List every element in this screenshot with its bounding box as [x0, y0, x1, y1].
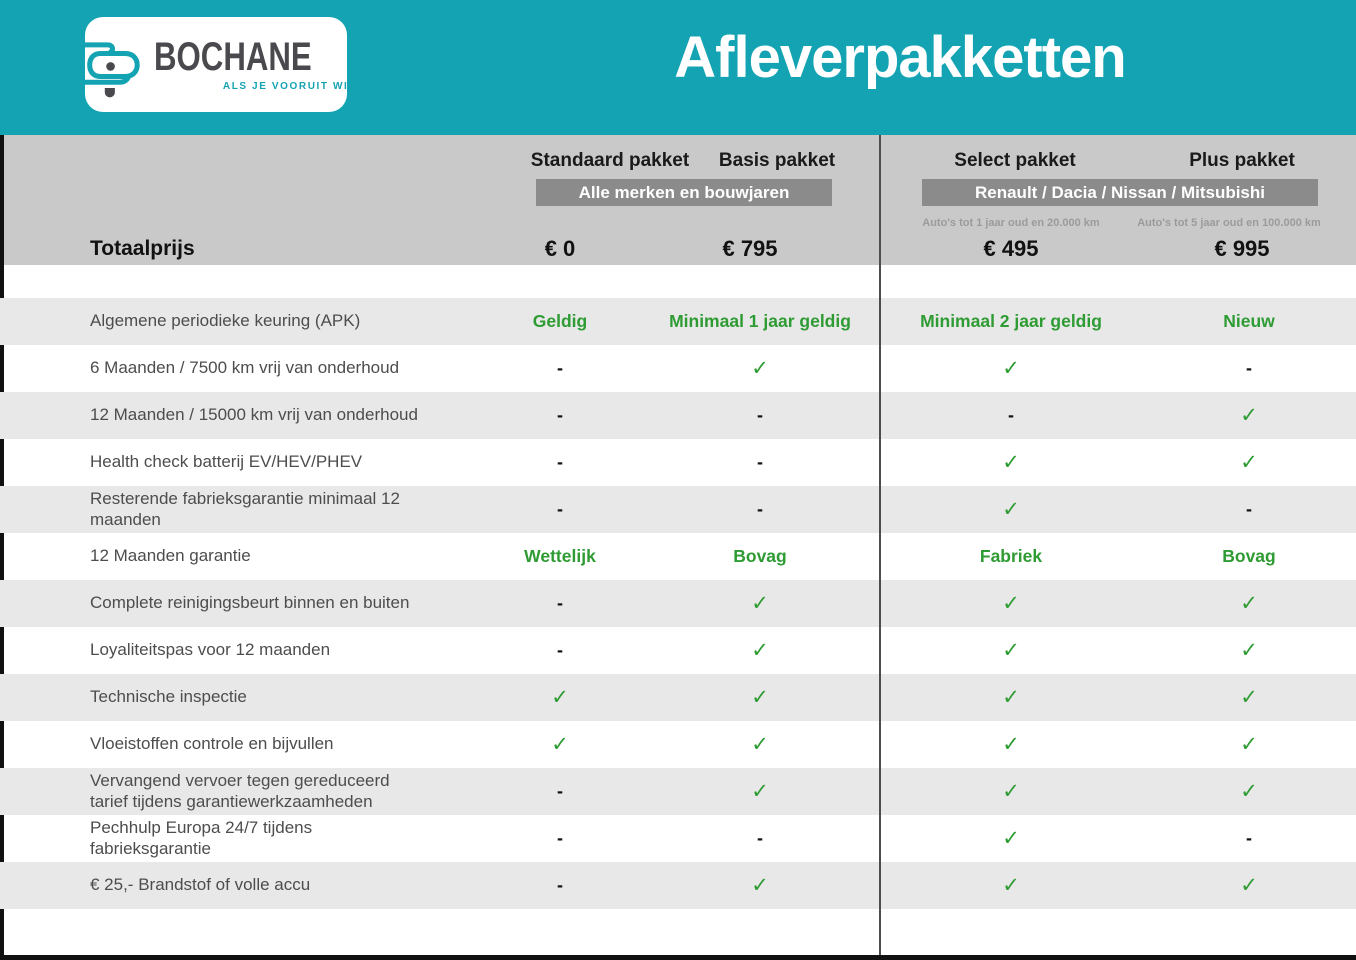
age-mileage-note-select: Auto's tot 1 jaar oud en 20.000 km [922, 217, 1100, 229]
check-icon: ✓ [1002, 639, 1020, 662]
feature-value: Minimaal 1 jaar geldig [669, 311, 851, 331]
table-row [0, 486, 1356, 533]
check-icon: ✓ [751, 733, 769, 756]
check-icon: ✓ [1240, 451, 1258, 474]
check-icon: ✓ [1002, 780, 1020, 803]
feature-label: 6 Maanden / 7500 km vrij van onderhoud [90, 358, 400, 378]
check-icon: ✓ [1240, 874, 1258, 897]
not-included-dash: - [1246, 358, 1252, 378]
check-icon: ✓ [551, 733, 569, 756]
not-included-dash: - [557, 593, 563, 613]
table-row [0, 345, 1356, 392]
check-icon: ✓ [1240, 686, 1258, 709]
total-price-plus: € 995 [1214, 236, 1270, 261]
brand-group-badge-renault: Renault / Dacia / Nissan / Mitsubishi [922, 179, 1318, 206]
table-row [0, 580, 1356, 627]
not-included-dash: - [557, 781, 563, 801]
not-included-dash: - [757, 405, 763, 425]
table-row [0, 533, 1356, 580]
table-row [0, 298, 1356, 345]
brand-text [154, 37, 356, 92]
feature-label: Health check batterij EV/HEV/PHEV [90, 452, 363, 472]
feature-label: Vloeistoffen controle en bijvullen [90, 734, 334, 754]
not-included-dash: - [757, 452, 763, 472]
table-row [0, 862, 1356, 909]
check-icon: ✓ [1240, 592, 1258, 615]
check-icon: ✓ [751, 780, 769, 803]
package-name-select: Select pakket [954, 150, 1076, 171]
left-border [0, 135, 4, 960]
feature-value: Minimaal 2 jaar geldig [920, 311, 1102, 331]
package-name-plus: Plus pakket [1189, 150, 1295, 171]
not-included-dash: - [557, 828, 563, 848]
check-icon: ✓ [1240, 639, 1258, 662]
page-title: Afleverpakketten [674, 25, 1126, 90]
check-icon: ✓ [1002, 686, 1020, 709]
feature-label: 12 Maanden garantie [90, 546, 251, 566]
not-included-dash: - [1246, 499, 1252, 519]
not-included-dash: - [557, 640, 563, 660]
brand-logo [85, 17, 357, 112]
check-icon: ✓ [1002, 451, 1020, 474]
brand-group-badge-all: Alle merken en bouwjaren [536, 179, 832, 206]
check-icon: ✓ [1002, 357, 1020, 380]
feature-label: Resterende fabrieksgarantie minimaal 12 maanden [90, 489, 400, 529]
table-row [0, 674, 1356, 721]
header-banner [0, 0, 1356, 135]
table-row [0, 392, 1356, 439]
not-included-dash: - [757, 828, 763, 848]
total-price-basis: € 795 [722, 236, 778, 261]
car-icon [76, 29, 148, 101]
feature-value: Nieuw [1223, 311, 1275, 331]
not-included-dash: - [1246, 828, 1252, 848]
not-included-dash: - [557, 358, 563, 378]
check-icon: ✓ [1002, 592, 1020, 615]
check-icon: ✓ [551, 686, 569, 709]
feature-value: Fabriek [979, 546, 1043, 566]
check-icon: ✓ [751, 639, 769, 662]
check-icon: ✓ [1002, 498, 1020, 521]
feature-label: Technische inspectie [90, 687, 247, 707]
table-row [0, 721, 1356, 768]
feature-label: Pechhulp Europa 24/7 tijdens fabrieksgarantie [90, 818, 313, 858]
feature-value: Bovag [733, 546, 787, 566]
feature-value: Wettelijk [524, 546, 596, 566]
check-icon: ✓ [751, 592, 769, 615]
check-icon: ✓ [751, 357, 769, 380]
feature-label: Algemene periodieke keuring (APK) [90, 311, 361, 331]
total-price-select: € 495 [983, 236, 1039, 261]
total-price-standaard: € 0 [544, 236, 576, 261]
package-name-basis: Basis pakket [718, 150, 836, 171]
not-included-dash: - [757, 499, 763, 519]
feature-value: Geldig [532, 311, 588, 331]
feature-label: Complete reinigingsbeurt binnen en buiten [90, 593, 410, 613]
check-icon: ✓ [1240, 404, 1258, 427]
age-mileage-note-plus: Auto's tot 5 jaar oud en 100.000 km [1137, 217, 1321, 229]
check-icon: ✓ [1002, 874, 1020, 897]
not-included-dash: - [557, 405, 563, 425]
check-icon: ✓ [1240, 733, 1258, 756]
package-name-standaard: Standaard pakket [530, 150, 690, 171]
check-icon: ✓ [1240, 780, 1258, 803]
check-icon: ✓ [751, 874, 769, 897]
table-row [0, 439, 1356, 486]
pricing-header [0, 135, 1356, 265]
table-row [0, 627, 1356, 674]
table-row [0, 815, 1356, 862]
total-price-label: Totaalprijs [90, 237, 195, 260]
bottom-border [0, 955, 1356, 960]
brand-tagline: ALS JE VOORUIT WIL [222, 81, 357, 92]
feature-value: Bovag [1222, 546, 1276, 566]
feature-label: Vervangend vervoer tegen gereduceerd tarief tijdens garantiewerkzaamheden [90, 771, 390, 811]
brand-name: BOCHANE [153, 35, 312, 79]
check-icon: ✓ [751, 686, 769, 709]
feature-label: € 25,- Brandstof of volle accu [90, 875, 311, 895]
not-included-dash: - [1008, 405, 1014, 425]
feature-label: 12 Maanden / 15000 km vrij van onderhoud [90, 405, 418, 425]
check-icon: ✓ [1002, 827, 1020, 850]
feature-rows [0, 298, 1356, 909]
column-divider [879, 135, 881, 955]
table-row [0, 768, 1356, 815]
not-included-dash: - [557, 499, 563, 519]
check-icon: ✓ [1002, 733, 1020, 756]
feature-label: Loyaliteitspas voor 12 maanden [90, 640, 331, 660]
not-included-dash: - [557, 875, 563, 895]
not-included-dash: - [557, 452, 563, 472]
